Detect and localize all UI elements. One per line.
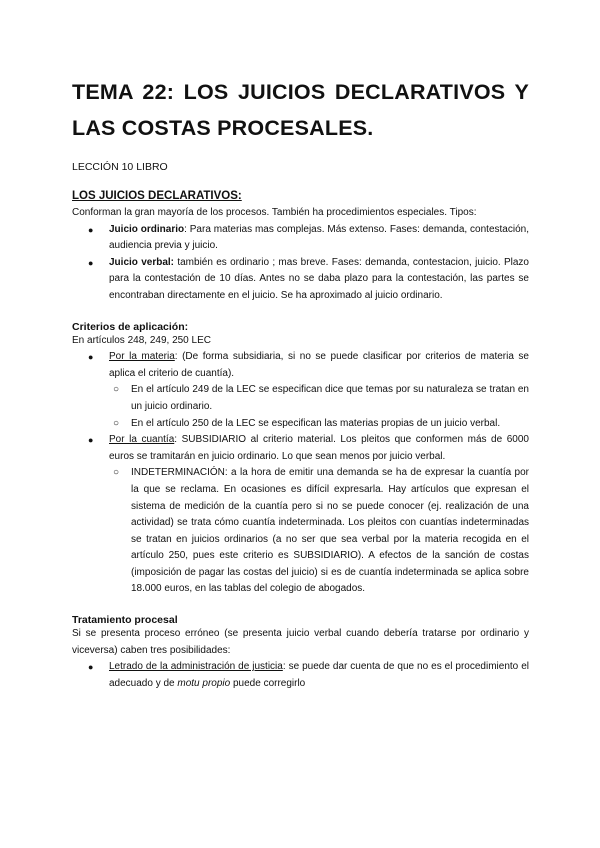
list-item-letrado: ● Letrado de la administración de justicia: se puede dar cuenta de que no es el procedimiento el adecuado y de motu propio puede corregirlo (88, 661, 529, 689)
sub-bullet-icon: ○ (113, 417, 120, 429)
bullet-icon: ● (88, 662, 94, 673)
tratamiento-heading: Tratamiento procesal (72, 614, 178, 627)
list-item-juicio-verbal (72, 255, 529, 305)
sub-item: ○ INDETERMINACIÓN: a la hora de emitir una demanda se ha de expresar la cuantía por la que se reclama. En ocasiones es difícil expresarla. Hay artículos que expresan el sistema de medición de la cuantía pero si no se puede conocer (ej. realización de una actividad) se trata cómo cuantía indeterminada. Los pleitos con cuantías indeterminadas se tratan en juicios ordinarios (a no ser que sea verbal por la materia recogida en el artículo 250, pues este criterio es SUBSIDIARIO). A efectos de la sanción de costas (imposición de pagar las costas del juicio) si es de cuantía indeterminada se aplica sobre 18.000 euros, en las tablas del colegio de abogados. (113, 467, 529, 595)
title-line-1: TEMA 22: LOS JUICIOS DECLARATIVOS Y (72, 80, 529, 104)
item-text: : (De forma subsidiaria, si no se puede clasificar por criterios de materia se aplica el criterio de cuantía). (109, 351, 529, 379)
sub-item: ○ En el artículo 249 de la LEC se especifican dice que temas por su naturaleza se tratan en un juicio ordinario. (113, 384, 529, 412)
sub-item: ○ En el artículo 250 de la LEC se especifican las materias propias de un juicio verbal. (109, 416, 529, 433)
title-line-2: LAS COSTAS PROCESALES. (72, 116, 374, 140)
item-label: Por la materia (109, 351, 175, 363)
bullet-icon: ● (88, 352, 94, 363)
section-intro: Conforman la gran mayoría de los procesos. También ha procedimientos especiales. Tipos: (72, 207, 477, 218)
item-label: Por la cuantía (109, 434, 175, 446)
item-text: también es ordinario ; mas breve. Fases: demanda, contestacion, juicio. Plazo para la contestación de 10 días. Antes no se daba plazo para la contestación, las partes se encontraban directamente en el juicio. Se ha aproximado al juicio ordinario. (109, 256, 529, 301)
criterios-intro: En artículos 248, 249, 250 LEC (72, 334, 211, 346)
sub-bullet-icon: ○ (113, 384, 120, 396)
bullet-icon: ● (88, 435, 94, 446)
lesson-label: LECCIÓN 10 LIBRO (72, 161, 168, 173)
document-page (72, 74, 529, 692)
item-text: : SUBSIDIARIO al criterio material. Los pleitos que conformen más de 6000 euros se tramitarán en juicio ordinario. Lo que sean menos por juicio verbal. (109, 434, 529, 462)
item-label: Juicio ordinario (109, 223, 185, 235)
criterios-heading: Criterios de aplicación: (72, 320, 189, 333)
item-text: : Para materias mas complejas. Más extenso. Fases: demanda, contestación, audiencia previa y juicio. (109, 223, 529, 252)
juicios-list (72, 222, 529, 305)
list-item-juicio-ordinario (72, 222, 529, 255)
item-label: Juicio verbal: (109, 256, 175, 268)
page-title (72, 74, 529, 146)
item-label: Letrado de la administración de justicia (109, 661, 283, 673)
criterios-list (72, 349, 529, 598)
bullet-icon: ● (88, 257, 94, 268)
list-item-materia (72, 349, 529, 432)
sub-bullet-icon: ○ (113, 467, 120, 479)
section-heading-juicios: LOS JUICIOS DECLARATIVOS: (72, 190, 242, 202)
list-item-cuantia (72, 432, 529, 598)
tratamiento-list (72, 659, 529, 692)
cuantia-sublist (109, 465, 529, 598)
bullet-icon: ● (88, 224, 94, 235)
tratamiento-intro: Si se presenta proceso erróneo (se presenta juicio verbal cuando debería tratarse por ordinario y viceversa) caben tres posibilidades: (72, 628, 529, 656)
materia-sublist (109, 382, 529, 432)
